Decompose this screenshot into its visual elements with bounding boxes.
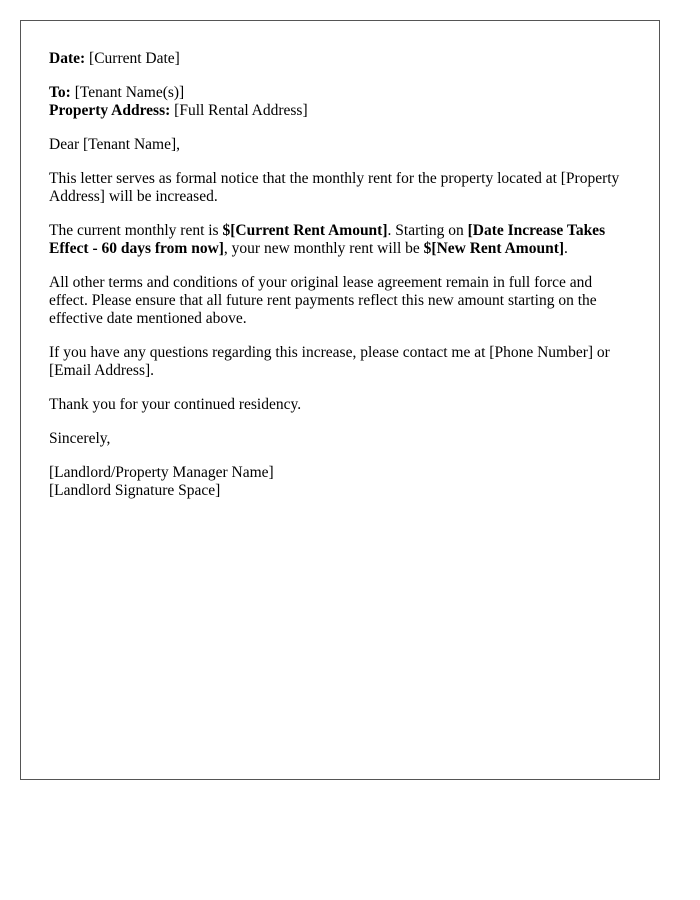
property-address-label: Property Address: bbox=[49, 102, 171, 119]
thanks-paragraph: Thank you for your continued residency. bbox=[49, 396, 302, 413]
new-rent-amount: $[New Rent Amount] bbox=[423, 240, 565, 257]
to-value: [Tenant Name(s)] bbox=[74, 84, 185, 101]
to-line bbox=[49, 84, 631, 102]
salutation: Dear [Tenant Name], bbox=[49, 136, 181, 153]
rent-details-paragraph bbox=[49, 222, 631, 258]
rent-text-1: The current monthly rent is bbox=[49, 222, 223, 239]
current-rent-amount: $[Current Rent Amount] bbox=[222, 222, 388, 239]
recipient-block bbox=[49, 84, 631, 120]
date-line bbox=[49, 50, 631, 68]
signature-block bbox=[49, 464, 631, 500]
property-address-line bbox=[49, 102, 631, 120]
closing: Sincerely, bbox=[49, 430, 111, 447]
notice-paragraph: This letter serves as formal notice that the monthly rent for the property located at [Property Address] will be increased. bbox=[49, 170, 620, 205]
date-value: [Current Date] bbox=[89, 50, 180, 67]
terms-paragraph: All other terms and conditions of your original lease agreement remain in full force and effect. Please ensure that all future rent payments reflect this new amount starting on the effective date mentioned above. bbox=[49, 274, 597, 327]
date-label: Date: bbox=[49, 50, 86, 67]
rent-text-4: . bbox=[564, 240, 568, 257]
contact-paragraph: If you have any questions regarding this increase, please contact me at [Phone Number] or [Email Address]. bbox=[49, 344, 610, 379]
property-address-value: [Full Rental Address] bbox=[174, 102, 308, 119]
letter-page bbox=[20, 20, 660, 780]
rent-text-2: . Starting on bbox=[387, 222, 468, 239]
signer-name: [Landlord/Property Manager Name] bbox=[49, 464, 274, 481]
rent-text-3: , your new monthly rent will be bbox=[223, 240, 424, 257]
to-label: To: bbox=[49, 84, 71, 101]
signature-space: [Landlord Signature Space] bbox=[49, 482, 221, 499]
effective-date: [Date Increase Takes Effect - 60 days from now] bbox=[49, 222, 606, 257]
